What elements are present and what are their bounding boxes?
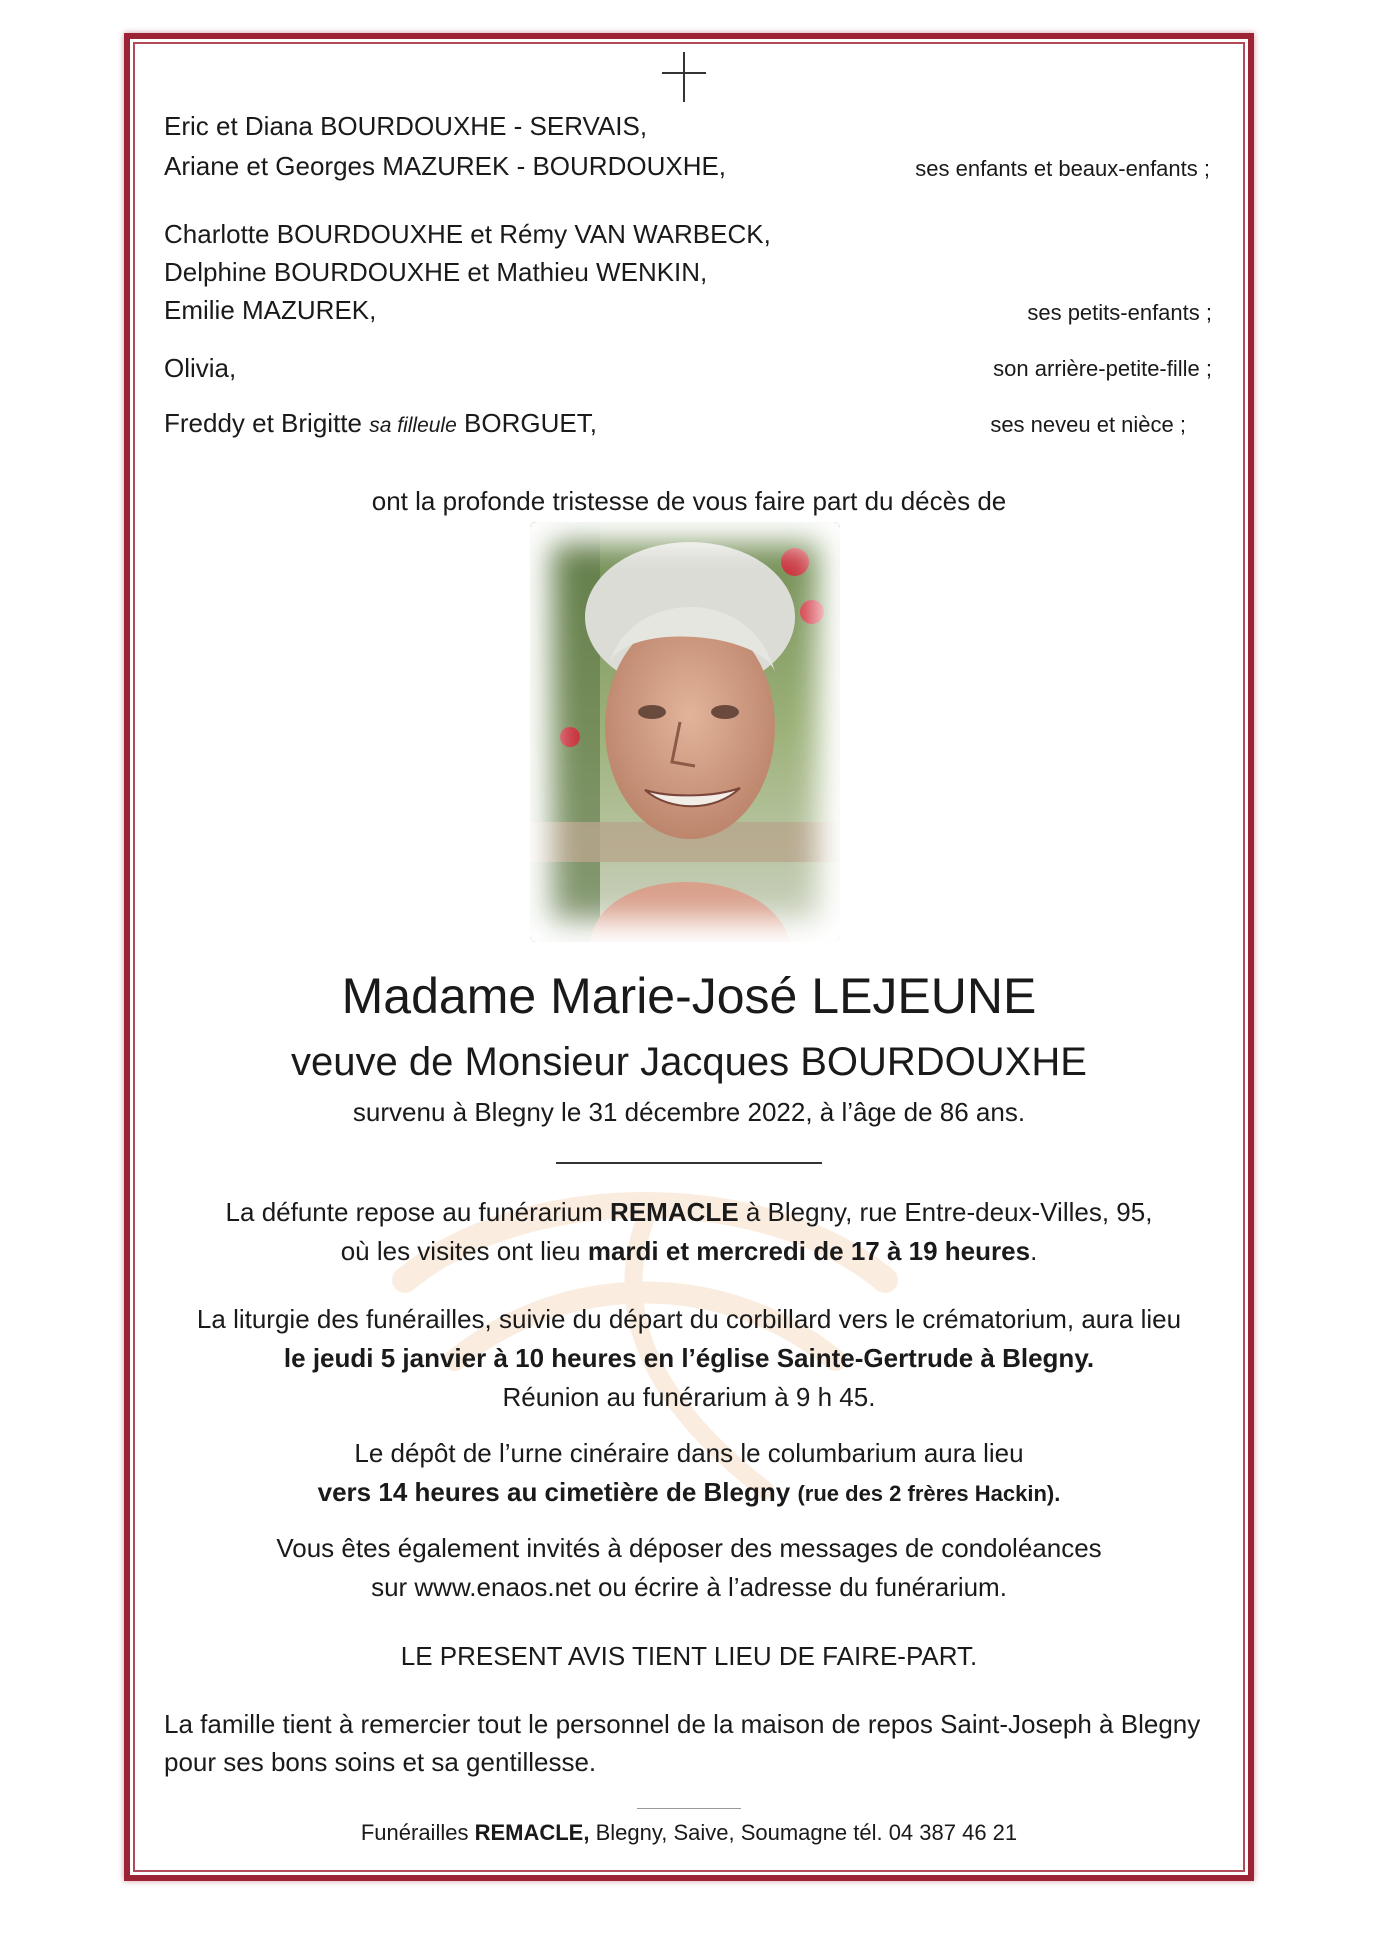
visitation-l2-post: . [1030,1236,1038,1266]
footer-pre: Funérailles [360,1820,469,1845]
urn-line-2 [133,1473,1245,1513]
notice: LE PRESENT AVIS TIENT LIEU DE FAIRE-PART. [400,1641,978,1671]
nephew-line-post: BORGUET, [464,408,597,438]
children-line-1: Eric et Diana BOURDOUXHE - SERVAIS, [164,111,648,141]
urn-line-1: Le dépôt de l’urne cinéraire dans le columbarium aura lieu [354,1438,1024,1468]
visitation-line-2 [133,1232,1245,1270]
funeral-l2-bold: le jeudi 5 janvier à 10 heures en l’église Sainte-Gertrude à Blegny. [283,1343,1095,1373]
death-info: survenu à Blegny le 31 décembre 2022, à l’âge de 86 ans. [352,1097,1026,1127]
urn-l2-bold: vers 14 heures au cimetière de Blegny [317,1477,791,1507]
great-grandchild-line: Olivia, [164,353,237,383]
funeral-line-3: Réunion au funérarium à 9 h 45. [502,1382,876,1412]
section-divider [556,1162,822,1164]
visitation-l1-post: à Blegny, rue Entre-deux-Villes, 95, [745,1197,1153,1227]
children-line-2: Ariane et Georges MAZUREK - BOURDOUXHE, [164,151,727,181]
visitation-l1-pre: La défunte repose au funérarium [225,1197,603,1227]
nephew-role: ses neveu et nièce ; [990,412,1186,437]
funeral-line-1: La liturgie des funérailles, suivie du départ du corbillard vers le crématorium, aura lieu [196,1304,1182,1334]
visitation-l1-bold: REMACLE [610,1197,739,1227]
announcement: ont la profonde tristesse de vous faire part du décès de [371,486,1007,516]
widow-of-line: veuve de Monsieur Jacques BOURDOUXHE [291,1040,1087,1084]
children-role: ses enfants et beaux-enfants ; [915,156,1210,181]
grandchildren-role: ses petits-enfants ; [1027,300,1212,325]
grandchildren-line-3: Emilie MAZUREK, [164,295,377,325]
footer [133,1818,1245,1848]
nephew-line-italic: sa filleule [369,414,457,437]
footer-bold: REMACLE, [474,1820,590,1845]
nephew-line [164,407,597,442]
footer-post: Blegny, Saive, Soumagne tél. 04 387 46 21 [595,1820,1018,1845]
thanks-paragraph: La famille tient à remercier tout le personnel de la maison de repos Saint-Joseph à Blegny pour ses bons soins et sa gentillesse. [164,1709,1201,1777]
condolences-line-2: sur www.enaos.net ou écrire à l’adresse du funérarium. [371,1572,1007,1602]
great-grandchild-role: son arrière-petite-fille ; [993,356,1212,381]
nephew-line-pre: Freddy et Brigitte [164,408,362,438]
condolences-line-1: Vous êtes également invités à déposer des messages de condoléances [276,1533,1102,1563]
footer-divider [637,1808,741,1809]
cross-icon [662,52,706,102]
visitation-l2-pre: où les visites ont lieu [340,1236,581,1266]
visitation-line-1 [133,1193,1245,1231]
deceased-portrait [530,522,840,942]
grandchildren-line-1: Charlotte BOURDOUXHE et Rémy VAN WARBECK, [164,219,771,249]
grandchildren-line-2: Delphine BOURDOUXHE et Mathieu WENKIN, [164,257,708,287]
deceased-name: Madame Marie-José LEJEUNE [341,968,1037,1024]
funeral-line-2 [133,1339,1245,1377]
urn-l2-small: (rue des 2 frères Hackin). [797,1481,1061,1506]
visitation-l2-bold: mardi et mercredi de 17 à 19 heures [587,1236,1031,1266]
